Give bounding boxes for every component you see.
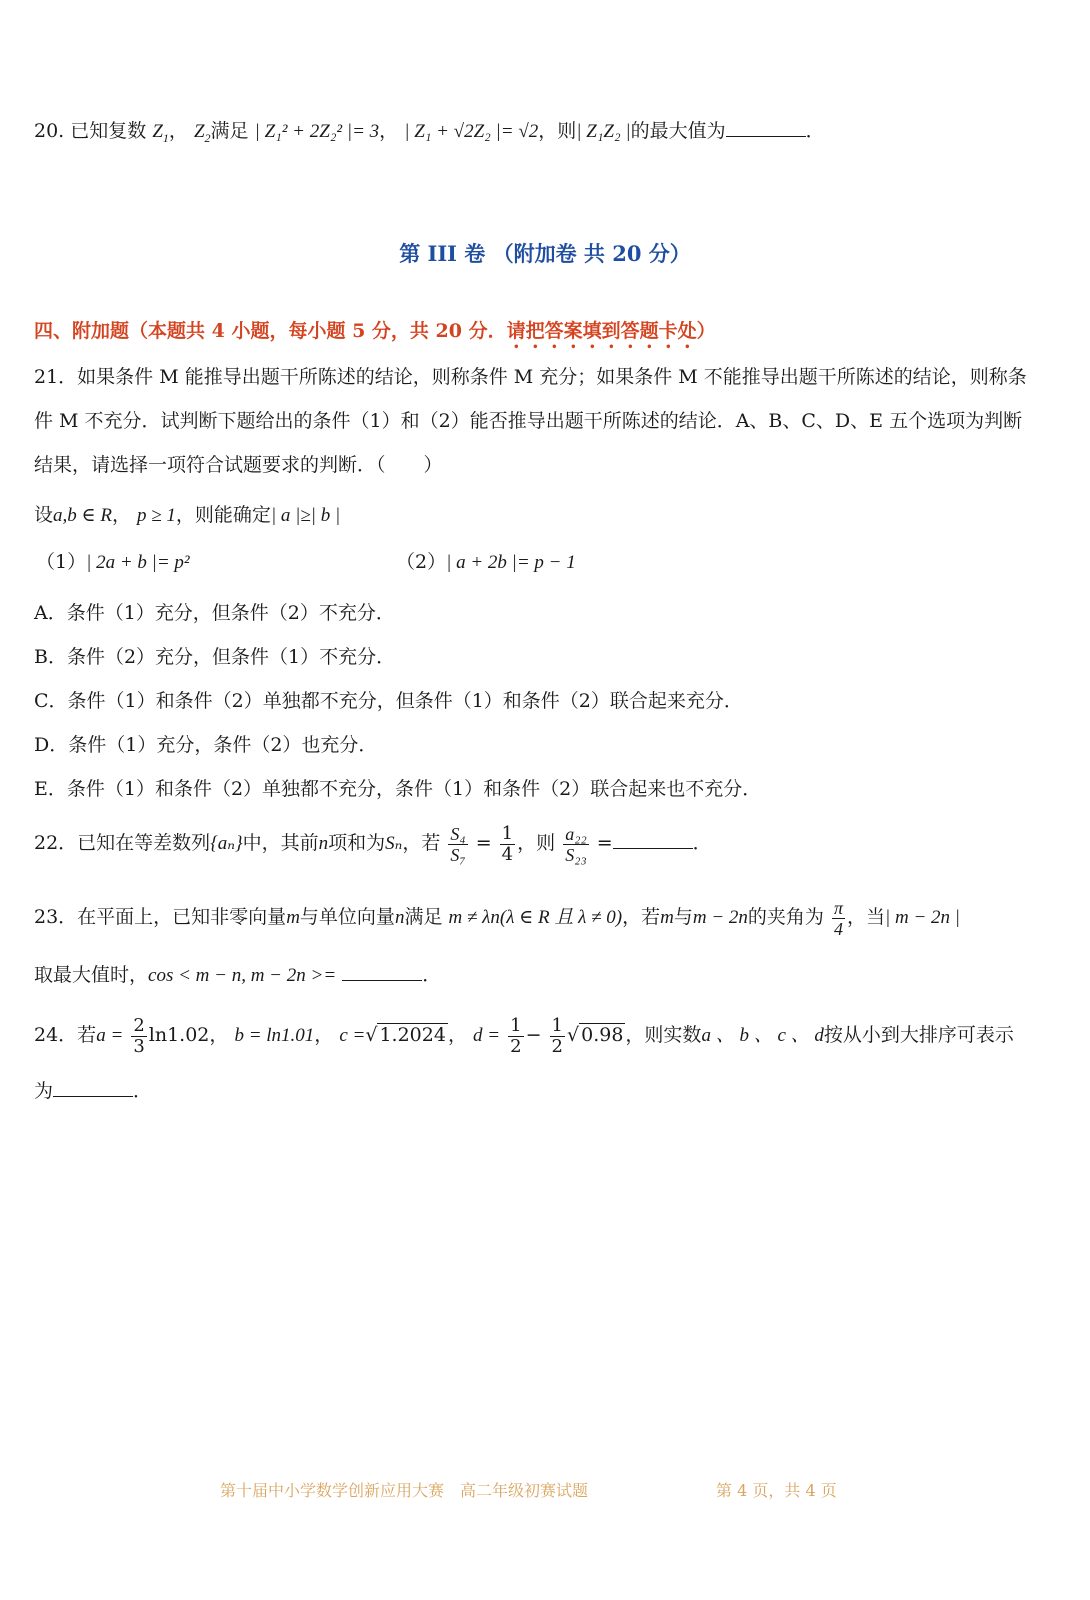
part-header: 四、附加题（本题共 4 小题，每小题 5 分，共 20 分．请把答案填到答题卡处） [34,320,716,342]
fraction-one-quarter: $\frac{1}{4}$ [501,822,514,865]
z1-var: $Z_1$ [152,121,169,145]
q20-target: | Z₁Z₂ | [576,121,631,142]
z2-var: $Z_2$ [193,121,211,145]
answer-blank [342,962,422,981]
q21-condition-1: （1）| 2a + b |= p² [36,551,190,573]
question-24: 24．若a = $\frac{2}{3}$ ln1.02， b = ln1.01， c =√ 1.2024 ， d = $\frac{1}{2}$ − $\frac{1}{2}$ √ 0.98 ，则实数a 、 b 、 c 、 d按从小到大排序可表示 [34,1014,1014,1057]
question-22: 22．已知在等差数列{aₙ}中，其前n项和为Sₙ，若 $\frac{\text{S₄}}{\text{S₇}}$ = $\frac{1}{4}$ ，则 $\frac{\text{a₂₂}}{\text{S₂₃}}$ = ． [34,822,712,865]
q21-premise: 设a,b ∈ R， p ≥ 1，则能确定| a |≥| b | [34,504,341,526]
answer-blank [726,118,806,137]
section-title: 第 III 卷 （附加卷 共 20 分） [399,241,691,266]
fraction-pi-4: $\frac{\pi}{4}$ [833,897,843,939]
q20-condition-2: | Z₁ + √2Z₂ |= √2 [404,121,539,142]
q23-line-2: 取最大值时，cos < m − n, m − 2n >= ． [34,964,442,986]
option-a: A．条件（1）充分，但条件（2）不充分． [34,602,395,624]
option-d: D．条件（1）充分，条件（2）也充分． [34,734,378,756]
option-c: C．条件（1）和条件（2）单独都不充分，但条件（1）和条件（2）联合起来充分． [34,690,743,712]
fraction-s4-s7: $\frac{\text{S₄}}{\text{S₇}}$ [450,823,466,865]
q21-condition-2: （2）| a + 2b |= p − 1 [396,551,576,573]
q21-line-3: 结果，请选择一项符合试题要求的判断．（ ） [34,454,443,476]
option-e: E．条件（1）和条件（2）单独都不充分，条件（1）和条件（2）联合起来也不充分． [34,778,762,800]
option-b: B．条件（2）充分，但条件（1）不充分． [34,646,396,668]
footer-left: 第十届中小学数学创新应用大赛 高二年级初赛试题 [220,1481,589,1500]
answer-blank [53,1078,133,1097]
fraction-half-2: $\frac{1}{2}$ [551,1014,563,1057]
q20-condition-1: | Z₁² + 2Z₂² |= 3 [254,121,380,142]
q21-line-2: 件 M 不充分．试判断下题给出的条件（1）和（2）能否推导出题干所陈述的结论．A、B、C、D、E 五个选项为判断 [34,410,1023,432]
fraction-half-1: $\frac{1}{2}$ [510,1014,522,1057]
question-23: 23．在平面上，已知非零向量m与单位向量n满足 m ≠ λn(λ ∈ R 且 λ ≠ 0)，若m与m − 2n的夹角为 $\frac{\pi}{4}$ ，当| m − 2n | [34,897,961,939]
q24-line-2: 为 ． [34,1080,153,1102]
footer-page-number: 第 4 页，共 4 页 [716,1481,837,1500]
question-20: 20. 已知复数 $Z_1$， $Z_2$满足 | Z₁² + 2Z₂² |= 3， | Z₁ + √2Z₂ |= √2，则| Z₁Z₂ |的最大值为 ． [34,120,825,145]
fraction-a22-s23: $\frac{\text{a₂₂}}{\text{S₂₃}}$ [565,823,587,865]
answer-blank [613,830,693,849]
fraction-two-thirds: $\frac{2}{3}$ [133,1014,145,1057]
q21-line-1: 21．如果条件 M 能推导出题干所陈述的结论，则称条件 M 充分；如果条件 M 不能推导出题干所陈述的结论，则称条 [34,366,1027,388]
